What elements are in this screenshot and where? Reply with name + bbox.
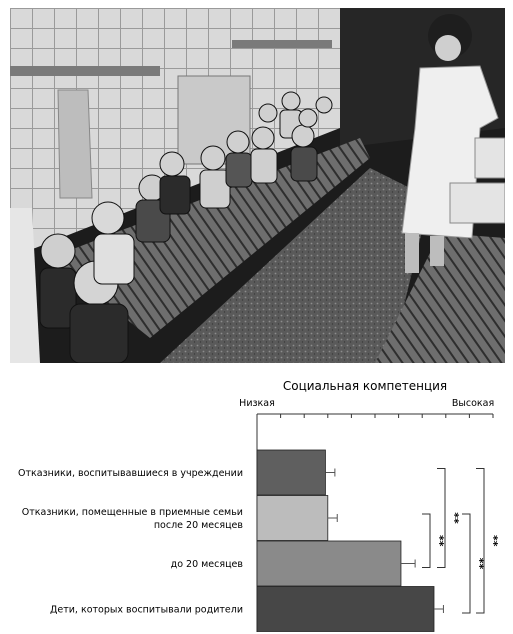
- category-label-4: [50, 605, 243, 616]
- category-label-line: Дети, которых воспитывали родители: [49, 604, 243, 616]
- x-axis: [257, 414, 493, 418]
- bar-4: [257, 587, 434, 632]
- chart-title: Социальная компетенция: [282, 379, 448, 393]
- orphanage-children-photo: [10, 8, 505, 363]
- category-label-line: Отказники, воспитывавшиеся в учреждении: [18, 468, 243, 479]
- category-label-line: до 20 месяцев: [170, 559, 243, 570]
- significance-bracket-1: [422, 514, 430, 568]
- category-label-line: Отказники, помещенные в приемные семьи: [21, 507, 243, 518]
- significance-bracket-2: [437, 469, 445, 568]
- category-label-line: после 20 месяцев: [153, 520, 243, 531]
- significance-label-4: **: [487, 534, 500, 547]
- category-label-2: [22, 507, 244, 531]
- category-label-1: [18, 468, 243, 479]
- category-label-3: [171, 559, 244, 570]
- bar-2: [257, 496, 328, 541]
- significance-bracket-3: [462, 514, 470, 613]
- significance-label-2: **: [448, 512, 461, 524]
- axis-high-label: Высокая: [451, 398, 495, 409]
- bar-1: [257, 450, 325, 495]
- axis-low-label: Низкая: [239, 398, 275, 409]
- significance-label-1: **: [433, 534, 446, 547]
- significance-label-3: **: [473, 557, 486, 570]
- hanging-towel: [58, 90, 92, 198]
- bar-3: [257, 541, 401, 586]
- social-competence-chart: [0, 370, 513, 634]
- significance-bracket-4: [476, 469, 484, 614]
